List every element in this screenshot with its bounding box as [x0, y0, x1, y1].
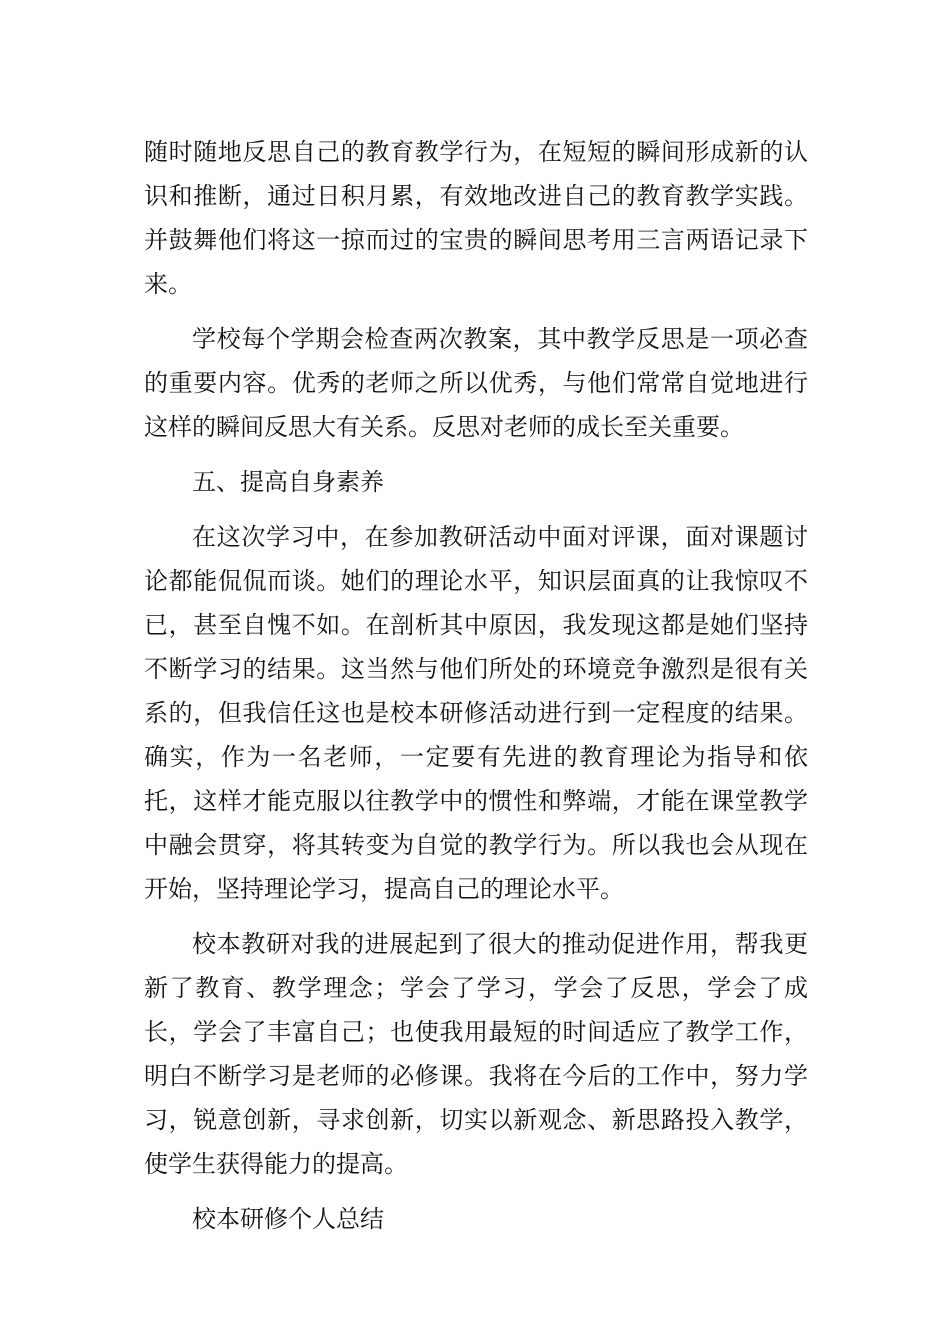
paragraph-school-research-impact: 校本教研对我的进展起到了很大的推动促进作用，帮我更新了教育、教学理念；学会了学习，学会了反思，学会了成长，学会了丰富自己；也使我用最短的时间适应了教学工作，明白不断学习是老师的必修课。我将在今后的工作中，努力学习，锐意创新，寻求创新，切实以新观念、新思路投入教学，使学生获得能力的提高。	[144, 930, 808, 1178]
paragraph-lesson-plan-check: 学校每个学期会检查两次教案，其中教学反思是一项必查的重要内容。优秀的老师之所以优秀，与他们常常自觉地进行这样的瞬间反思大有关系。反思对老师的成长至关重要。	[144, 325, 808, 441]
next-title-personal-summary: 校本研修个人总结	[192, 1205, 384, 1233]
paragraph-study-experience: 在这次学习中，在参加教研活动中面对评课，面对课题讨论都能侃侃而谈。她们的理论水平，知识层面真的让我惊叹不已，甚至自愧不如。在剖析其中原因，我发现这都是她们坚持不断学习的结果。这当然与他们所处的环境竞争激烈是很有关系的，但我信任这也是校本研修活动进行到一定程度的结果。确实，作为一名老师，一定要有先进的教育理论为指导和依托，这样才能克服以往教学中的惯性和弊端，才能在课堂教学中融会贯穿，将其转变为自觉的教学行为。所以我也会从现在开始，坚持理论学习，提高自己的理论水平。	[144, 523, 808, 903]
paragraph-reflection-continued: 随时随地反思自己的教育教学行为，在短短的瞬间形成新的认识和推断，通过日积月累，有效地改进自己的教育教学实践。并鼓舞他们将这一掠而过的宝贵的瞬间思考用三言两语记录下来。	[144, 138, 808, 298]
document-body	[144, 130, 808, 1252]
section-heading-improve-self: 五、提高自身素养	[192, 468, 384, 496]
